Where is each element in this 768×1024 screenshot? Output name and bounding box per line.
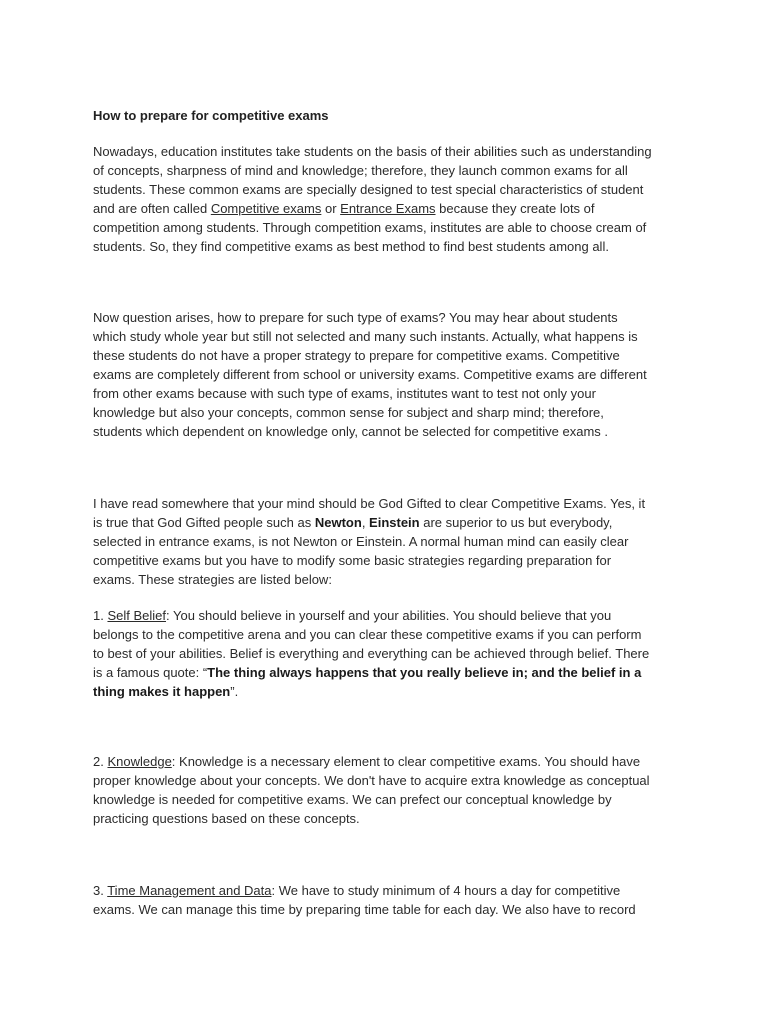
paragraph-line bbox=[93, 513, 645, 532]
text-run: is true that God Gifted people such as bbox=[93, 515, 315, 530]
text-run: : You should believe in yourself and your abilities. You should believe that you bbox=[166, 608, 612, 623]
famous-quote: thing makes it happen bbox=[93, 684, 231, 699]
text-run: ”. bbox=[230, 684, 239, 699]
text-run: : Knowledge is a necessary element to clear competitive exams. You should have bbox=[171, 754, 641, 769]
list-number: 3. bbox=[93, 883, 108, 898]
paragraph-line: from other exams because with such type of exams, institutes want to test not only your bbox=[93, 386, 596, 401]
text-run: and are often called bbox=[93, 201, 211, 216]
paragraph-line bbox=[93, 752, 650, 771]
paragraph-line: students which dependent on knowledge only, cannot be selected for competitive exams . bbox=[93, 424, 609, 439]
document-title: How to prepare for competitive exams bbox=[93, 108, 329, 123]
text-run: or bbox=[321, 201, 341, 216]
paragraph-line: students. So, they find competitive exams as best method to find best students among all. bbox=[93, 239, 609, 254]
paragraph-line bbox=[93, 881, 636, 900]
paragraph-line: belongs to the competitive arena and you can clear these competitive exams if you can perform bbox=[93, 627, 642, 642]
newton-bold: Newton bbox=[314, 515, 362, 530]
paragraph-line: selected in entrance exams, is not Newton or Einstein. A normal human mind can easily clear bbox=[93, 534, 629, 549]
famous-quote: The thing always happens that you really believe in; and the belief in a bbox=[207, 665, 642, 680]
text-run: is a famous quote: “ bbox=[93, 665, 208, 680]
paragraph-line: I have read somewhere that your mind should be God Gifted to clear Competitive Exams. Yes, it bbox=[93, 496, 646, 511]
paragraph-line bbox=[93, 606, 649, 625]
paragraph-line: knowledge is needed for competitive exams. We can prefect our conceptual knowledge by bbox=[93, 792, 612, 807]
paragraph-line: to best of your abilities. Belief is everything and everything can be achieved through belief. There bbox=[93, 646, 650, 661]
list-number: 1. bbox=[93, 608, 108, 623]
paragraph-line: practicing questions based on these concepts. bbox=[93, 811, 360, 826]
strategy-knowledge bbox=[93, 752, 650, 828]
knowledge-heading: Knowledge bbox=[107, 754, 172, 769]
paragraph-line: Now question arises, how to prepare for such type of exams? You may hear about students bbox=[93, 310, 618, 325]
paragraph-line: exams. These strategies are listed below: bbox=[93, 572, 332, 587]
self-belief-heading: Self Belief bbox=[107, 608, 167, 623]
paragraph-line: competition among students. Through competition exams, institutes are able to choose cream of bbox=[93, 220, 647, 235]
god-gifted-paragraph bbox=[93, 494, 645, 589]
einstein-bold: Einstein bbox=[369, 515, 420, 530]
paragraph-line bbox=[93, 682, 649, 701]
paragraph-line: Nowadays, education institutes take students on the basis of their abilities such as understanding bbox=[93, 144, 652, 159]
paragraph-line: of concepts, sharpness of mind and knowledge; therefore, they launch common exams for all bbox=[93, 163, 628, 178]
time-management-heading: Time Management and Data bbox=[107, 883, 272, 898]
paragraph-line: which study whole year but still not selected and many such instants. Actually, what happens is bbox=[93, 329, 638, 344]
competitive-exams-link[interactable]: Competitive exams bbox=[210, 201, 322, 216]
text-run: : We have to study minimum of 4 hours a day for competitive bbox=[271, 883, 621, 898]
paragraph-line: competitive exams but you have to modify some basic strategies regarding preparation for bbox=[93, 553, 612, 568]
paragraph-line: students. These common exams are specially designed to test special characteristics of student bbox=[93, 182, 644, 197]
strategy-time-management bbox=[93, 881, 636, 919]
text-run: , bbox=[361, 515, 370, 530]
paragraph-line: proper knowledge about your concepts. We don't have to acquire extra knowledge as conceptual bbox=[93, 773, 650, 788]
paragraph-line: knowledge but also your concepts, common sense for subject and sharp mind; therefore, bbox=[93, 405, 604, 420]
intro-paragraph bbox=[93, 142, 652, 256]
paragraph-line: exams. We can manage this time by preparing time table for each day. We also have to record bbox=[93, 902, 636, 917]
text-run: are superior to us but everybody, bbox=[419, 515, 613, 530]
paragraph-line: these students do not have a proper strategy to prepare for competitive exams. Competitive bbox=[93, 348, 620, 363]
paragraph-line: exams are completely different from school or university exams. Competitive exams are different bbox=[93, 367, 647, 382]
text-run: because they create lots of bbox=[435, 201, 595, 216]
paragraph-line bbox=[93, 199, 652, 218]
strategy-question-paragraph bbox=[93, 308, 647, 441]
entrance-exams-link[interactable]: Entrance Exams bbox=[340, 201, 436, 216]
paragraph-line bbox=[93, 663, 649, 682]
strategy-self-belief bbox=[93, 606, 649, 701]
list-number: 2. bbox=[93, 754, 108, 769]
